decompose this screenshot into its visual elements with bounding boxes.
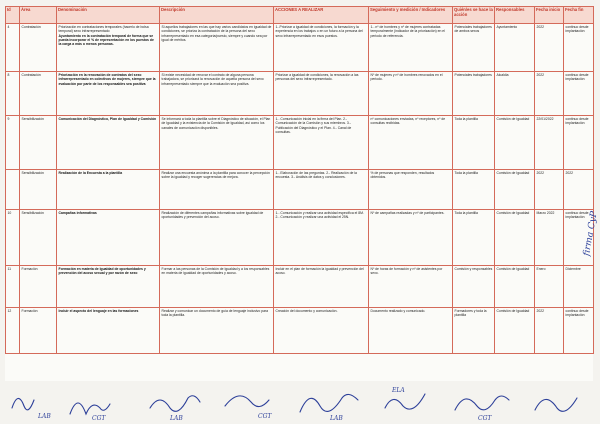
cell-responsables: Ayuntamiento (495, 24, 535, 72)
signature-3-icon (150, 396, 200, 412)
cell-seguimiento: nº comunicaciones enviadas, nº receptores, nº de consultas recibidas. (369, 116, 453, 170)
cell-fin: continuo desde implantación (564, 72, 594, 116)
cell-fin: 2022 (564, 170, 594, 210)
cell-acciones: 1.-Priorizar a igualdad de condiciones, la formación y la experiencia en los trabajos o en un futuro a la persona del sexo infrarrepresentado en esos puestos. (274, 24, 369, 72)
table-row (6, 266, 594, 308)
cell-denominacion (57, 308, 160, 354)
cell-responsables: Alcaldía (495, 72, 535, 116)
cell-responsables: Comisión de Igualdad (495, 170, 535, 210)
cell-area: Formación (20, 308, 57, 354)
cell-descripcion: Realizar una encuesta anónima a la plantilla para conocer la percepción sobre la igualdad y recoger sugerencias de mejora. (160, 170, 274, 210)
signature-label-cgt-1: CGT (92, 415, 106, 422)
header-acciones: ACCIONES A REALIZAR (274, 7, 369, 24)
cell-descripcion: Si aquellos trabajadores en las que hay varios candidatos en igualdad de condiciones, se prioriza la contratación de la persona del sexo infrarrepresentado en esa categoría/puesto, siempre y cuando sea por igual de méritos. (160, 24, 274, 72)
cell-id (6, 170, 20, 210)
table-row (6, 24, 594, 72)
cell-area: Contratación (20, 72, 57, 116)
cell-inicio: Marzo 2022 (535, 210, 564, 266)
signature-1-icon (12, 398, 34, 409)
cell-denominacion (57, 210, 160, 266)
cell-seguimiento: % de personas que responden, resultados obtenidos. (369, 170, 453, 210)
signature-4-icon (225, 396, 269, 407)
cell-quien: Comisión y responsables (453, 266, 495, 308)
cell-denominacion-strong: Campañas informativas (58, 211, 97, 215)
cell-id: 4 (6, 24, 20, 72)
cell-seguimiento: Documento realizado y comunicado. (369, 308, 453, 354)
cell-denominacion (57, 24, 160, 72)
cell-denominacion (57, 266, 160, 308)
cell-quien: Potenciales trabajadores de ambos sexos (453, 24, 495, 72)
cell-denominacion-strong: Formación en materia de Igualdad de oportunidades y prevención del acoso sexual y por razón de sexo (58, 267, 146, 276)
cell-quien: Formadores y toda la plantilla (453, 308, 495, 354)
cell-denominacion (57, 170, 160, 210)
header-seguimiento: Seguimiento y medición / Indicadores (369, 7, 453, 24)
cell-fin: continuo desde implantación (564, 116, 594, 170)
cell-acciones: Priorizar a igualdad de condiciones, la renovación a las personas del sexo infrarrepresentado. (274, 72, 369, 116)
cell-denominacion-strong: Incluir el aspecto del lenguaje en las formaciones (58, 309, 139, 313)
header-fecha-fin: Fecha fin (564, 7, 594, 24)
cell-acciones: Incluir en el plan de formación la igualdad y prevención del acoso. (274, 266, 369, 308)
table-header-row (6, 7, 594, 24)
action-plan-table (5, 6, 594, 354)
header-id: Id (6, 7, 20, 24)
header-responsables: Responsables (495, 7, 535, 24)
cell-descripcion: Si existe necesidad de renovar el contrato de alguna persona trabajadora, se priorizará la renovación de aquella persona del sexo infrarrepresentado siempre que la evaluación sea positiva. (160, 72, 274, 116)
signature-label-cgt-2: CGT (258, 413, 272, 420)
document-sheet (5, 6, 593, 381)
cell-area: Contratación (20, 24, 57, 72)
cell-denominacion (57, 116, 160, 170)
signature-label-cgt-3: CGT (478, 415, 492, 422)
cell-denominacion-strong: Ayuntamiento en la contratación temporal de forma que se pueda incorporar el % de representación en los puestos de la carga a más o menos personas. (58, 33, 154, 46)
cell-inicio: Enero (535, 266, 564, 308)
signature-label-lab-3: LAB (330, 415, 343, 422)
cell-fin: continuo desde implantación (564, 308, 594, 354)
cell-fin: continuo desde implantación (564, 210, 594, 266)
table-row (6, 170, 594, 210)
cell-quien: Potenciales trabajadores (453, 72, 495, 116)
cell-id: 11 (6, 266, 20, 308)
table-row (6, 210, 594, 266)
cell-id: 10 (6, 210, 20, 266)
cell-denominacion (57, 72, 160, 116)
header-fecha-inicio: Fecha inicio (535, 7, 564, 24)
header-denominacion: Denominación (57, 7, 160, 24)
cell-fin: continuo desde implantación (564, 24, 594, 72)
table-row (6, 72, 594, 116)
cell-fin: Diciembre (564, 266, 594, 308)
cell-responsables: Comisión de Igualdad (495, 210, 535, 266)
signature-8-icon (535, 398, 577, 411)
cell-inicio: 2022 (535, 308, 564, 354)
cell-descripcion: Formar a las personas de la Comisión de Igualdad y a los responsables en materia de igualdad de oportunidades y acoso. (160, 266, 274, 308)
cell-descripcion: Se informará a toda la plantilla sobre el Diagnóstico de situación, el Plan de Igualdad y la existencia de la Comisión de Igualdad, así como los canales de comunicación disponibles. (160, 116, 274, 170)
cell-area: Sensibilización (20, 116, 57, 170)
cell-acciones: 1.- Elaboración de las preguntas. 2.- Realización de la encuesta. 3.- Análisis de datos y conclusiones. (274, 170, 369, 210)
cell-responsables: Comisión de Igualdad (495, 308, 535, 354)
cell-quien: Toda la plantilla (453, 116, 495, 170)
cell-responsables: Comisión de Igualdad (495, 116, 535, 170)
cell-responsables: Comisión de Igualdad (495, 266, 535, 308)
signature-label-lab-2: LAB (170, 415, 183, 422)
cell-seguimiento: Nº de horas de formación y nº de asistentes por sexo. (369, 266, 453, 308)
cell-denominacion-strong: Comunicación del Diagnóstico, Plan de Igualdad y Comisión (58, 117, 157, 121)
signatures-drawing (0, 378, 600, 424)
signature-2-icon (70, 403, 110, 414)
signature-5-icon (300, 394, 358, 412)
signature-strip (0, 378, 600, 424)
cell-area: Formación (20, 266, 57, 308)
cell-inicio: 2022 (535, 170, 564, 210)
cell-acciones: 1.- Comunicación inicial en la firma del Plan. 2.- Comunicación de la Comisión y sus miembros. 3.- Publicación del Diagnóstico y el Plan. 4.- Canal de consultas. (274, 116, 369, 170)
cell-inicio: 2022 (535, 72, 564, 116)
cell-seguimiento: 1.- nº de hombres y nº de mujeres contratadas temporalmente (indicador de la priorización) en el periodo de referencia. (369, 24, 453, 72)
header-descripcion: Descripción (160, 7, 274, 24)
table-row (6, 116, 594, 170)
signature-7-icon (455, 396, 509, 410)
cell-inicio: 22/01/2022 (535, 116, 564, 170)
cell-quien: Toda la plantilla (453, 170, 495, 210)
cell-descripcion: Realización de diferentes campañas informativas sobre igualdad de oportunidades y prevención del acoso. (160, 210, 274, 266)
cell-seguimiento: Nº de campañas realizadas y nº de participantes. (369, 210, 453, 266)
cell-id: 12 (6, 308, 20, 354)
cell-denominacion-strong: Priorización en la renovación de contratos del sexo infrarrepresentado en colectivos de mujeres, siempre que la evaluación por parte de los responsables sea positiva (58, 73, 156, 86)
header-area: Área (20, 7, 57, 24)
header-quien: Quién/es se hace la acción (453, 7, 495, 24)
handwritten-side-note: firma CyP (582, 210, 600, 257)
cell-denominacion-text: Priorización en contrataciones temporales (hacerlo de bolsa temporal) sexo infrarrepresentado (58, 25, 149, 34)
cell-descripcion: Realizar y comunicar un documento de guía de lenguaje inclusivo para toda la plantilla. (160, 308, 274, 354)
cell-area: Sensibilización (20, 170, 57, 210)
cell-acciones: 1.- Comunicación y realizar una actividad específica el 8M. 2.- Comunicación y realizar una actividad el 25N. (274, 210, 369, 266)
table-row (6, 308, 594, 354)
cell-seguimiento: Nº de mujeres y nº de hombres renovados en el periodo. (369, 72, 453, 116)
cell-id: 9 (6, 116, 20, 170)
cell-acciones: Creación del documento y comunicación. (274, 308, 369, 354)
signature-label-ela: ELA (392, 387, 405, 394)
cell-quien: Toda la plantilla (453, 210, 495, 266)
cell-id: 8 (6, 72, 20, 116)
cell-area: Sensibilización (20, 210, 57, 266)
signature-6-icon (385, 394, 425, 409)
signature-label-lab-1: LAB (38, 413, 51, 420)
cell-denominacion-strong: Realización de la Encuesta a la plantilla (58, 171, 123, 175)
cell-inicio: 2022 (535, 24, 564, 72)
